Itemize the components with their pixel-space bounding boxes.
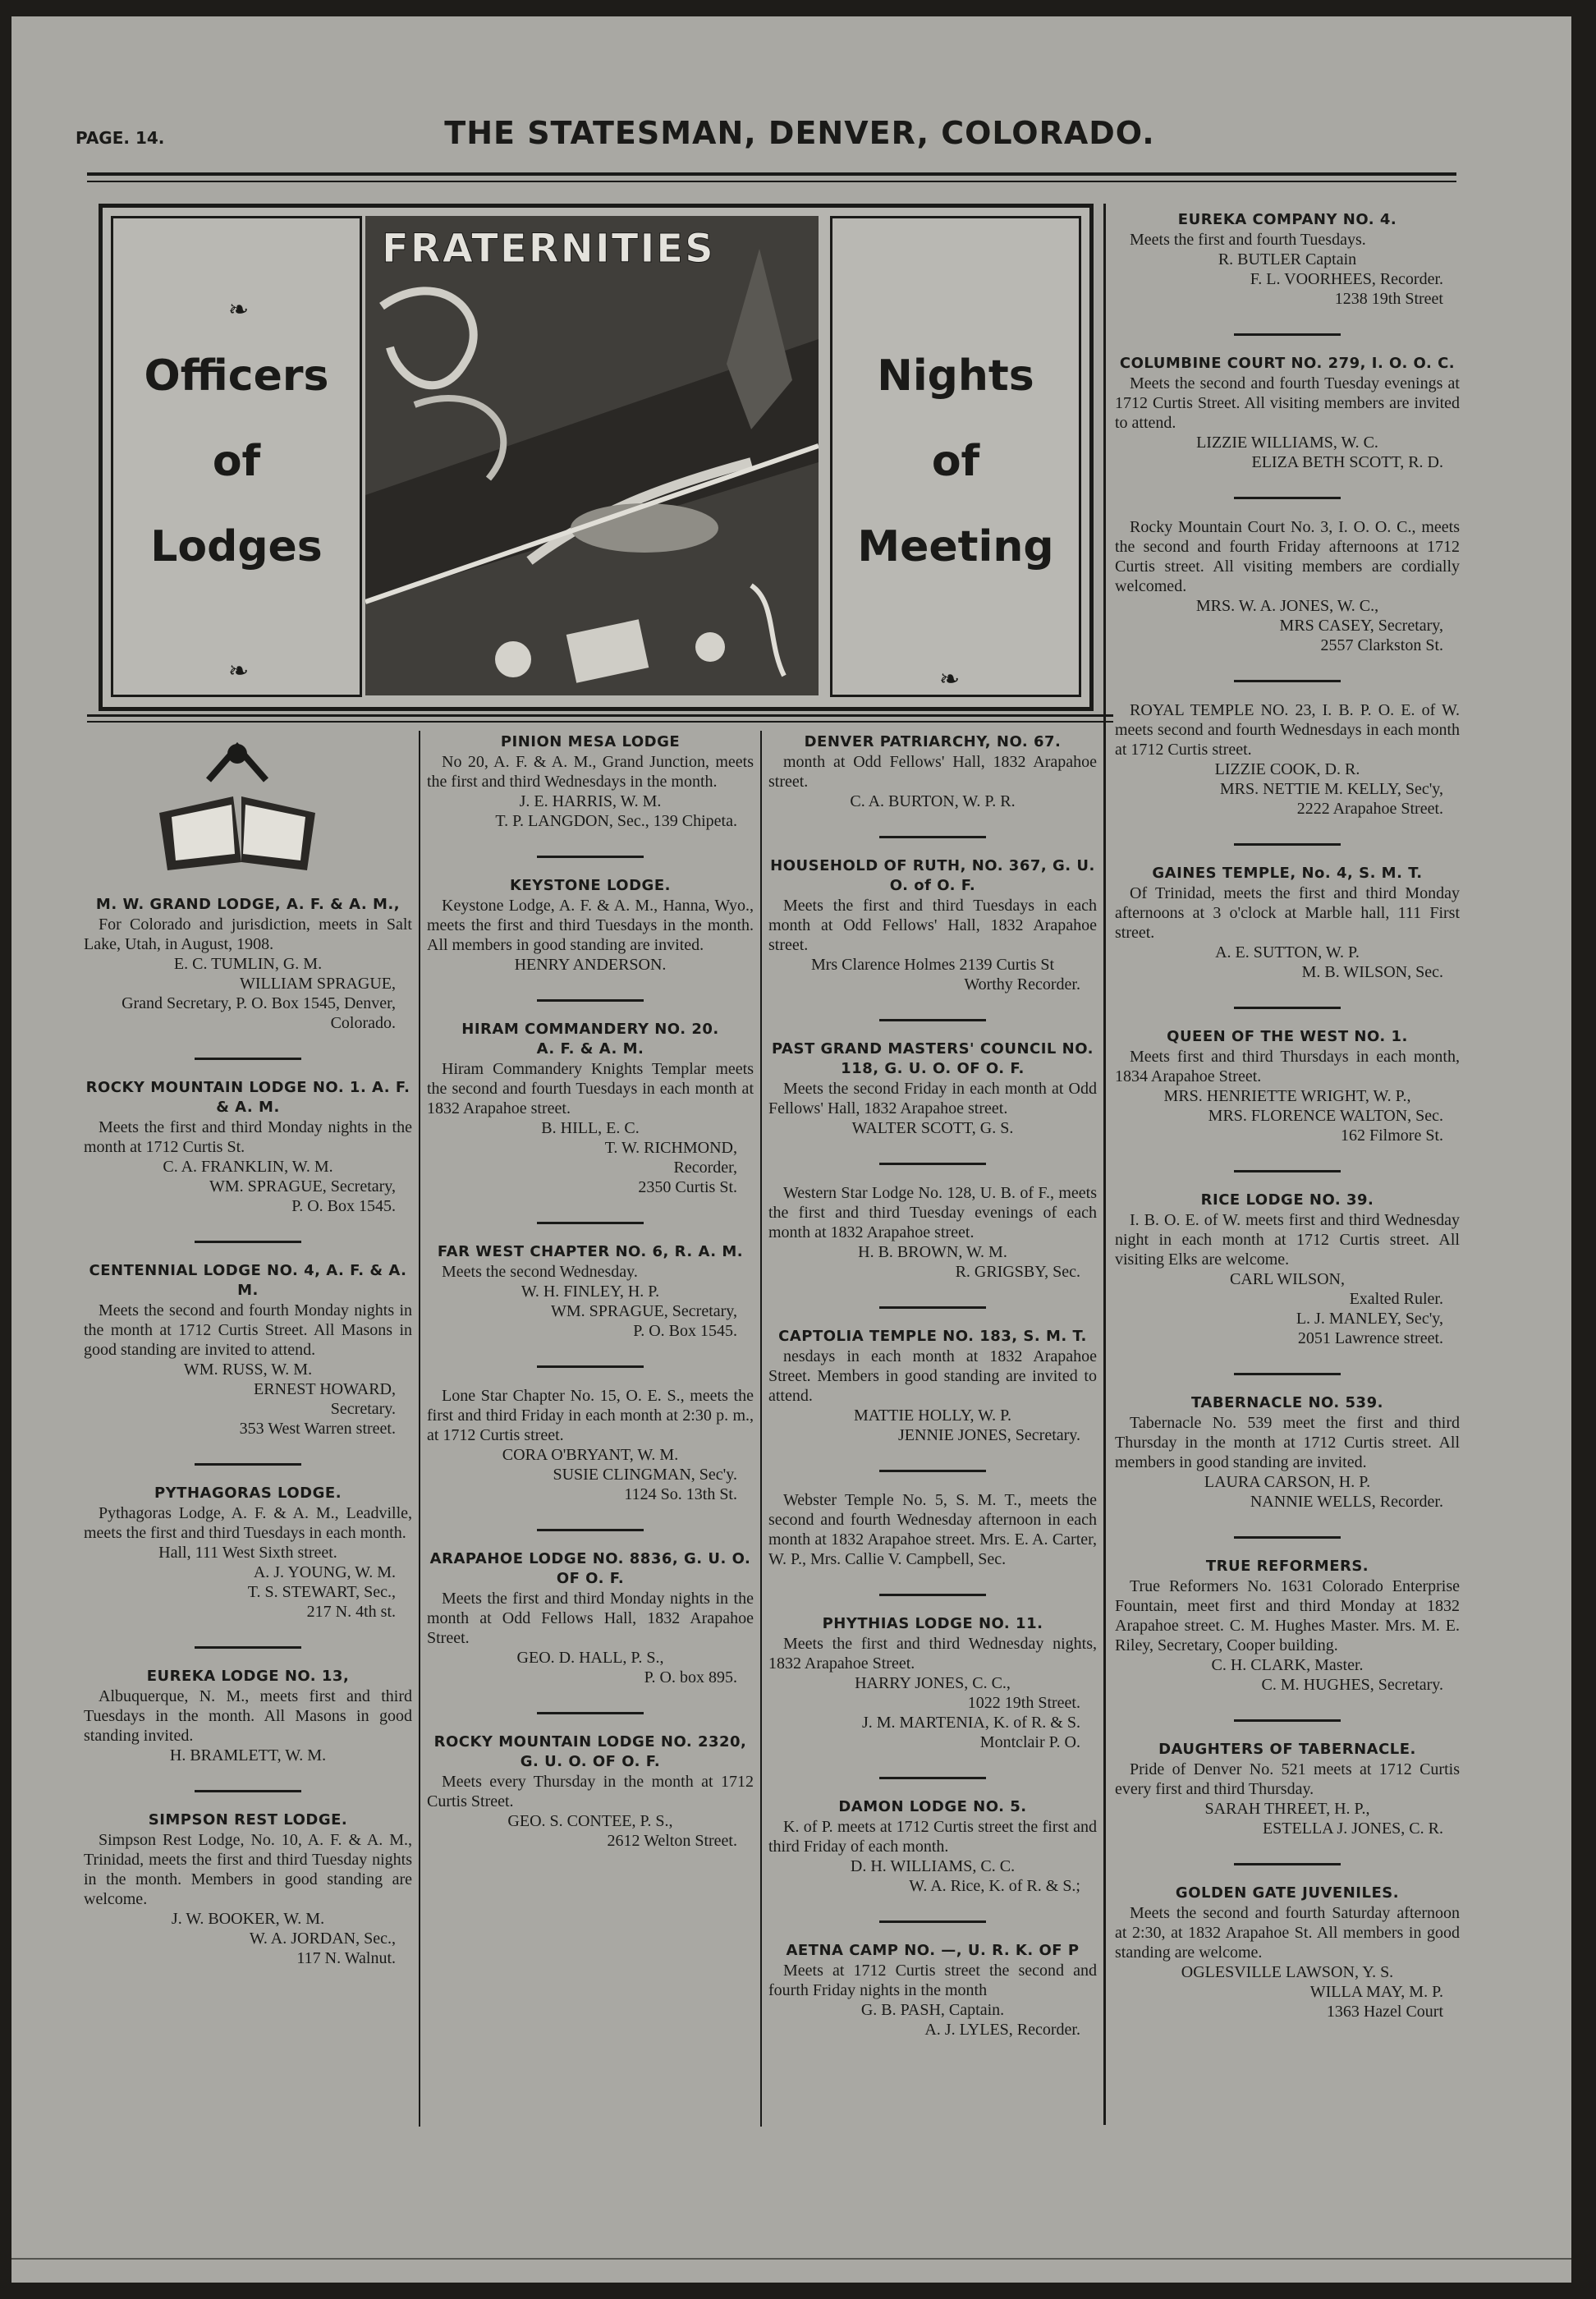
fleuron-icon: ❧ <box>228 657 250 686</box>
nights-panel <box>830 216 1081 697</box>
lodge-officer-line: OGLESVILLE LAWSON, Y. S. <box>1181 1963 1394 1981</box>
fraternities-banner <box>99 204 1094 711</box>
notice-separator <box>879 1777 986 1779</box>
lodge-notice <box>1115 700 1460 819</box>
lodge-officer-line: WM. SPRAGUE, Secretary, <box>550 1302 737 1320</box>
lodge-officer-line: J. M. MARTENIA, K. of R. & S. <box>861 1714 1080 1732</box>
notice-separator <box>537 856 644 858</box>
lodge-meeting-text: K. of P. meets at 1712 Curtis street the first and third Friday of each month. <box>768 1818 1097 1856</box>
fleuron-icon: ❧ <box>939 665 961 694</box>
lodge-meeting-text: Meets the second Friday in each month at Odd Fellows' Hall, 1832 Arapahoe street. <box>768 1080 1097 1117</box>
lodge-officer-line: LIZZIE COOK, D. R. <box>1214 760 1360 778</box>
lodge-notice <box>1115 1884 1460 2021</box>
lodge-meeting-text: Meets the first and third Monday nights in the month at 1712 Curtis St. <box>84 1118 412 1156</box>
lodge-notice <box>768 1941 1097 2040</box>
lodge-officer-line: MRS. FLORENCE WALTON, Sec. <box>1208 1107 1443 1125</box>
notice-separator <box>879 1470 986 1472</box>
lodge-officer-line: H. BRAMLETT, W. M. <box>169 1746 327 1764</box>
lodge-officer-line: R. GRIGSBY, Sec. <box>955 1263 1080 1281</box>
newspaper-page <box>11 16 1571 2283</box>
lodge-officer-line: G. B. PASH, Captain. <box>860 2001 1005 2019</box>
page-number: PAGE. 14. <box>76 128 165 148</box>
lodge-officer-line: P. O. box 895. <box>644 1668 737 1686</box>
lodge-officer-line: C. M. HUGHES, Secretary. <box>1261 1676 1443 1694</box>
lodge-heading: ROCKY MOUNTAIN LODGE NO. 2320, G. U. O. OF O. F. <box>433 1733 747 1770</box>
notice-separator <box>1234 843 1341 846</box>
lodge-officer-line: CORA O'BRYANT, W. M. <box>502 1446 679 1464</box>
lodge-meeting-text: Meets the first and third Monday nights in the month at Odd Fellows Hall, 1832 Arapahoe Street. <box>427 1590 754 1647</box>
lodge-officer-line: T. P. LANGDON, Sec., 139 Chipeta. <box>495 812 737 830</box>
lodge-notice <box>427 876 754 975</box>
officers-panel <box>111 216 362 697</box>
lodge-officer-line: 162 Filmore St. <box>1340 1127 1443 1145</box>
lodge-heading: PYTHAGORAS LODGE. <box>154 1484 342 1502</box>
lodge-officer-line: JENNIE JONES, Secretary. <box>898 1426 1080 1444</box>
notice-separator <box>537 999 644 1002</box>
lodge-officer-line: P. O. Box 1545. <box>291 1197 396 1215</box>
lodge-notice <box>84 1261 412 1439</box>
notice-separator <box>879 1019 986 1021</box>
lodge-notice <box>768 1490 1097 1569</box>
lodge-officer-line: W. A. JORDAN, Sec., <box>249 1930 396 1948</box>
banner-right-line: Meeting <box>857 522 1054 571</box>
lodge-meeting-text: Lone Star Chapter No. 15, O. E. S., meets the first and third Friday in each month at 2:30 p. m., at 1712 Curtis street. <box>427 1387 754 1444</box>
lodge-officer-line: SUSIE CLINGMAN, Sec'y. <box>553 1466 737 1484</box>
lodge-heading: EUREKA COMPANY NO. 4. <box>1177 211 1397 228</box>
notice-separator <box>1234 1863 1341 1865</box>
lodge-heading: GOLDEN GATE JUVENILES. <box>1175 1884 1400 1902</box>
lodge-notice <box>1115 864 1460 982</box>
fleuron-icon: ❧ <box>228 296 250 324</box>
lodge-meeting-text: For Colorado and jurisdiction, meets in Salt Lake, Utah, in August, 1908. <box>84 915 412 953</box>
lodge-heading: TRUE REFORMERS. <box>1205 1558 1369 1575</box>
lodge-officer-line: MRS. HENRIETTE WRIGHT, W. P., <box>1163 1087 1411 1105</box>
lodge-heading: HIRAM COMMANDERY NO. 20. <box>461 1021 719 1038</box>
lodge-officer-line: ESTELLA J. JONES, C. R. <box>1262 1819 1443 1838</box>
lodge-notice <box>768 856 1097 994</box>
lodge-heading: HOUSEHOLD OF RUTH, NO. 367, G. U. O. of O. F. <box>770 857 1095 894</box>
lodge-notice <box>768 1039 1097 1138</box>
notice-separator <box>1234 1007 1341 1009</box>
lodge-officer-line: C. H. CLARK, Master. <box>1211 1656 1364 1674</box>
lodge-notice <box>768 1183 1097 1282</box>
lodge-officer-line: SARAH THREET, H. P., <box>1204 1800 1370 1818</box>
lodge-heading: PHYTHIAS LODGE NO. 11. <box>822 1615 1043 1632</box>
column-divider <box>760 731 762 2127</box>
lodge-officer-line: 217 N. 4th st. <box>306 1603 396 1621</box>
lodge-officer-line: Hall, 111 West Sixth street. <box>158 1544 337 1562</box>
lodge-notice <box>1115 1740 1460 1838</box>
lodge-notice <box>84 1667 412 1765</box>
lodge-heading: DENVER PATRIARCHY, NO. 67. <box>804 733 1062 750</box>
lodge-meeting-text: Of Trinidad, meets the first and third Monday afternoons at 3 o'clock at Marble hall, 111 First street. <box>1115 884 1460 942</box>
lodge-notice <box>427 1020 754 1197</box>
notice-separator <box>1234 1170 1341 1172</box>
lodge-officer-line: T. W. RICHMOND, <box>604 1139 737 1157</box>
lodge-notice <box>768 732 1097 811</box>
lodge-notice <box>1115 517 1460 655</box>
lodge-officer-line: Montclair P. O. <box>979 1733 1080 1751</box>
fraternities-illustration <box>365 216 819 695</box>
lodge-notice <box>84 1810 412 1968</box>
lodge-heading: GAINES TEMPLE, No. 4, S. M. T. <box>1152 865 1423 882</box>
lodge-officer-line: A. J. YOUNG, W. M. <box>253 1563 396 1581</box>
banner-right-line: Nights <box>877 351 1034 401</box>
banner-left-line: Officers <box>144 351 329 401</box>
notice-separator <box>1234 333 1341 336</box>
notice-separator <box>195 1058 301 1060</box>
lodge-officer-line: 2612 Welton Street. <box>607 1832 737 1850</box>
lodge-officer-line: R. BUTLER Captain <box>1218 250 1357 268</box>
lodge-meeting-text: Rocky Mountain Court No. 3, I. O. O. C., meets the second and fourth Friday afternoons at 1712 Curtis street. All visiting members are cordially welcomed. <box>1115 518 1460 595</box>
lodge-meeting-text: Meets every Thursday in the month at 1712 Curtis Street. <box>427 1773 754 1810</box>
lodge-meeting-text: Webster Temple No. 5, S. M. T., meets the second and fourth Wednesday afternoon in each month at 1832 Arapahoe street. Mrs. E. A. Carter, W. P., Mrs. Callie V. Campbell, Sec. <box>768 1491 1097 1568</box>
lodge-officer-line: WILLIAM SPRAGUE, <box>240 975 396 993</box>
lodge-officer-line: Secretary. <box>330 1400 396 1418</box>
column-1 <box>84 895 412 1993</box>
banner-rule-thin <box>87 721 1113 723</box>
lodge-notice <box>427 732 754 831</box>
lodge-heading: DAMON LODGE NO. 5. <box>838 1798 1027 1815</box>
lodge-officer-line: F. L. VOORHEES, Recorder. <box>1250 270 1443 288</box>
lodge-officer-line: 1238 19th Street <box>1334 290 1443 308</box>
lodge-meeting-text: Pythagoras Lodge, A. F. & A. M., Leadville, meets the first and third Tuesdays in each month. <box>84 1504 412 1542</box>
lodge-officer-line: P. O. Box 1545. <box>633 1322 737 1340</box>
lodge-heading: COLUMBINE COURT NO. 279, I. O. O. C. <box>1119 355 1456 372</box>
lodge-officer-line: 1124 So. 13th St. <box>624 1485 737 1503</box>
notice-separator <box>195 1790 301 1792</box>
lodge-heading: CENTENNIAL LODGE NO. 4, A. F. & A. M. <box>89 1262 407 1299</box>
lodge-notice <box>427 1242 754 1341</box>
lodge-meeting-text: Meets the second and fourth Monday nights in the month at 1712 Curtis Street. All Masons in good standing are invited to attend. <box>84 1301 412 1359</box>
lodge-notice <box>84 895 412 1033</box>
lodge-heading: KEYSTONE LODGE. <box>510 877 671 894</box>
notice-separator <box>879 1594 986 1596</box>
lodge-officer-line: 2051 Lawrence street. <box>1297 1329 1443 1347</box>
lodge-officer-line: CARL WILSON, <box>1230 1270 1345 1288</box>
lodge-officer-line: GEO. D. HALL, P. S., <box>516 1649 664 1667</box>
lodge-officer-line: MATTIE HOLLY, W. P. <box>853 1406 1012 1425</box>
lodge-meeting-text: Albuquerque, N. M., meets first and third Tuesdays in the month. All Masons in good standing invited. <box>84 1687 412 1745</box>
lodge-officer-line: M. B. WILSON, Sec. <box>1301 963 1443 981</box>
lodge-meeting-text: Western Star Lodge No. 128, U. B. of F., meets the first and third Tuesday evenings of each month at 1832 Arapahoe street. <box>768 1184 1097 1241</box>
lodge-notice <box>768 1797 1097 1896</box>
lodge-officer-line: HENRY ANDERSON. <box>514 956 667 974</box>
lodge-notice <box>768 1327 1097 1445</box>
lodge-officer-line: W. H. FINLEY, H. P. <box>521 1283 660 1301</box>
lodge-heading: CAPTOLIA TEMPLE NO. 183, S. M. T. <box>778 1328 1087 1345</box>
column-3 <box>768 732 1097 2064</box>
lodge-heading: AETNA CAMP NO. —, U. R. K. OF P <box>786 1942 1080 1959</box>
notice-separator <box>1234 680 1341 682</box>
lodge-meeting-text: Meets at 1712 Curtis street the second and fourth Friday nights in the month <box>768 1962 1097 1999</box>
lodge-meeting-text: month at Odd Fellows' Hall, 1832 Arapahoe street. <box>768 753 1097 791</box>
notice-separator <box>1234 1373 1341 1375</box>
lodge-notice <box>1115 1027 1460 1145</box>
lodge-officer-line: WILLA MAY, M. P. <box>1309 1983 1443 2001</box>
lodge-officer-line: LIZZIE WILLIAMS, W. C. <box>1196 434 1378 452</box>
lodge-officer-line: T. S. STEWART, Sec., <box>247 1583 396 1601</box>
notice-separator <box>879 1163 986 1165</box>
lodge-notice <box>1115 1557 1460 1695</box>
lodge-officer-line: D. H. WILLIAMS, C. C. <box>850 1857 1016 1875</box>
lodge-heading: RICE LODGE NO. 39. <box>1200 1191 1374 1209</box>
lodge-meeting-text: Simpson Rest Lodge, No. 10, A. F. & A. M., Trinidad, meets the first and third Tuesday nights in the month. Members in good standing are welcome. <box>84 1831 412 1908</box>
lodge-officer-line: W. A. Rice, K. of R. & S.; <box>909 1877 1080 1895</box>
lodge-officer-line: Grand Secretary, P. O. Box 1545, Denver, Colorado. <box>122 994 396 1032</box>
lodge-officer-line: 117 N. Walnut. <box>296 1949 396 1967</box>
lodge-meeting-text: Meets the first and third Tuesdays in each month at Odd Fellows' Hall, 1832 Arapahoe street. <box>768 897 1097 954</box>
lodge-heading: SIMPSON REST LODGE. <box>148 1811 348 1829</box>
lodge-officer-line: 353 West Warren street. <box>239 1420 396 1438</box>
lodge-meeting-text: Tabernacle No. 539 meet the first and third Thursday in the month at 1712 Curtis street. All members in good standing are invited. <box>1115 1414 1460 1471</box>
lodge-subheading: A. F. & A. M. <box>536 1040 644 1058</box>
lodge-officer-line: A. E. SUTTON, W. P. <box>1215 943 1360 961</box>
notice-separator <box>537 1365 644 1368</box>
lodge-officer-line: ELIZA BETH SCOTT, R. D. <box>1251 453 1443 471</box>
lodge-meeting-text: I. B. O. E. of W. meets first and third Wednesday night in each month at 1712 Curtis street. All visiting Elks are welcome. <box>1115 1211 1460 1269</box>
lodge-notice <box>768 1614 1097 1752</box>
lodge-notice <box>84 1078 412 1216</box>
lodge-officer-line: 2350 Curtis St. <box>638 1178 737 1196</box>
illustration-art <box>365 216 819 695</box>
lodge-officer-line: NANNIE WELLS, Recorder. <box>1250 1493 1443 1511</box>
masthead-rule-thin <box>87 181 1456 182</box>
masthead-rule <box>87 172 1456 176</box>
lodge-officer-line: H. B. BROWN, W. M. <box>858 1243 1007 1261</box>
lodge-officer-line: LAURA CARSON, H. P. <box>1204 1473 1371 1491</box>
lodge-officer-line: MRS. NETTIE M. KELLY, Sec'y, <box>1219 780 1443 798</box>
banner-right-line: of <box>931 437 980 486</box>
lodge-heading: DAUGHTERS OF TABERNACLE. <box>1158 1741 1416 1758</box>
notice-separator <box>879 1306 986 1309</box>
column-4 <box>1115 210 1460 2046</box>
column-divider <box>1103 204 1106 2125</box>
lodge-meeting-text: No 20, A. F. & A. M., Grand Junction, meets the first and third Wednesdays in the month. <box>427 753 754 791</box>
lodge-officer-line: ERNEST HOWARD, <box>254 1380 396 1398</box>
notice-separator <box>537 1529 644 1531</box>
lodge-officer-line: J. E. HARRIS, W. M. <box>519 792 662 810</box>
lodge-officer-line: WM. RUSS, W. M. <box>183 1361 313 1379</box>
lodge-officer-line: HARRY JONES, C. C., <box>855 1674 1011 1692</box>
masthead-title: THE STATESMAN, DENVER, COLORADO. <box>444 115 1155 151</box>
bottom-edge <box>11 2258 1571 2260</box>
lodge-meeting-text: Meets the first and third Wednesday nights, 1832 Arapahoe Street. <box>768 1635 1097 1673</box>
lodge-officer-line: A. J. LYLES, Recorder. <box>924 2021 1080 2039</box>
notice-separator <box>195 1646 301 1649</box>
lodge-meeting-text: Pride of Denver No. 521 meets at 1712 Curtis every first and third Thursday. <box>1115 1760 1460 1798</box>
lodge-notice <box>84 1484 412 1622</box>
lodge-heading: QUEEN OF THE WEST NO. 1. <box>1167 1028 1408 1045</box>
lodge-notice <box>1115 1393 1460 1512</box>
lodge-officer-line: C. A. BURTON, W. P. R. <box>850 792 1016 810</box>
lodge-meeting-text: Keystone Lodge, A. F. & A. M., Hanna, Wyo., meets the first and third Tuesdays in the month. All members in good standing are invited. <box>427 897 754 954</box>
lodge-officer-line: GEO. S. CONTEE, P. S., <box>507 1812 673 1830</box>
lodge-heading: PINION MESA LODGE <box>500 733 681 750</box>
lodge-meeting-text: nesdays in each month at 1832 Arapahoe Street. Members in good standing are invited to attend. <box>768 1347 1097 1405</box>
lodge-heading: M. W. GRAND LODGE, A. F. & A. M., <box>95 896 401 913</box>
lodge-meeting-text: Meets the second and fourth Tuesday evenings at 1712 Curtis Street. All visiting members are invited to attend. <box>1115 374 1460 432</box>
lodge-officer-line: Worthy Recorder. <box>964 975 1080 993</box>
lodge-heading: TABERNACLE NO. 539. <box>1191 1394 1383 1411</box>
notice-separator <box>1234 1719 1341 1722</box>
lodge-heading: ROCKY MOUNTAIN LODGE NO. 1. A. F. & A. M. <box>85 1079 410 1116</box>
lodge-officer-line: 2222 Arapahoe Street. <box>1296 800 1443 818</box>
lodge-officer-line: 1363 Hazel Court <box>1326 2003 1443 2021</box>
banner-left-line: Lodges <box>150 522 323 571</box>
lodge-notice <box>1115 210 1460 309</box>
lodge-notice <box>427 1549 754 1687</box>
lodge-notice <box>427 1732 754 1851</box>
lodge-notice <box>1115 354 1460 472</box>
lodge-officer-line: Mrs Clarence Holmes 2139 Curtis St <box>810 956 1055 974</box>
notice-separator <box>195 1241 301 1243</box>
lodge-notice <box>1115 1191 1460 1348</box>
lodge-heading: ARAPAHOE LODGE NO. 8836, G. U. O. OF O. F. <box>429 1550 751 1587</box>
lodge-meeting-text: Meets the second and fourth Saturday afternoon at 2:30, at 1832 Arapahoe St. All members in good standing are welcome. <box>1115 1904 1460 1962</box>
lodge-officer-line: 1022 19th Street. <box>967 1694 1080 1712</box>
lodge-meeting-text: True Reformers No. 1631 Colorado Enterprise Fountain, meet first and third Monday at 1832 Arapahoe street. C. M. Hughes Master. Mrs. M. E. Riley, Secretary, Cooper building. <box>1115 1577 1460 1654</box>
lodge-meeting-text: Meets the second Wednesday. <box>442 1263 638 1281</box>
lodge-officer-line: C. A. FRANKLIN, W. M. <box>163 1158 333 1176</box>
lodge-officer-line: WM. SPRAGUE, Secretary, <box>209 1177 396 1195</box>
banner-left-line: of <box>212 437 261 486</box>
lodge-officer-line: MRS CASEY, Secretary, <box>1279 617 1443 635</box>
lodge-officer-line: J. W. BOOKER, W. M. <box>171 1910 325 1928</box>
lodge-heading: FAR WEST CHAPTER NO. 6, R. A. M. <box>437 1243 744 1260</box>
lodge-officer-line: MRS. W. A. JONES, W. C., <box>1195 597 1379 615</box>
open-book-emblem-icon <box>143 731 340 879</box>
lodge-heading: PAST GRAND MASTERS' COUNCIL NO. 118, G. U. O. OF O. F. <box>772 1040 1094 1077</box>
notice-separator <box>879 836 986 838</box>
notice-separator <box>1234 497 1341 499</box>
banner-center-title: FRATERNITIES <box>382 226 715 272</box>
lodge-officer-line: Recorder, <box>673 1159 737 1177</box>
lodge-officer-line: 2557 Clarkston St. <box>1320 636 1443 654</box>
notice-separator <box>537 1222 644 1224</box>
lodge-notice <box>427 1386 754 1504</box>
lodge-meeting-text: ROYAL TEMPLE NO. 23, I. B. P. O. E. of W. meets second and fourth Wednesdays in each month at 1712 Curtis street. <box>1115 701 1460 759</box>
lodge-heading: EUREKA LODGE NO. 13, <box>146 1668 350 1685</box>
lodge-officer-line: B. HILL, E. C. <box>541 1119 640 1137</box>
lodge-officer-line: Exalted Ruler. <box>1349 1290 1443 1308</box>
lodge-officer-line: E. C. TUMLIN, G. M. <box>173 955 323 973</box>
column-2 <box>427 732 754 1875</box>
lodge-meeting-text: Meets the first and fourth Tuesdays. <box>1130 231 1366 249</box>
notice-separator <box>879 1920 986 1923</box>
banner-rule <box>87 714 1113 717</box>
lodge-meeting-text: Meets first and third Thursdays in each month, 1834 Arapahoe Street. <box>1115 1048 1460 1085</box>
lodge-meeting-text: Hiram Commandery Knights Templar meets the second and fourth Tuesdays in each month at 1832 Arapahoe street. <box>427 1060 754 1117</box>
lodge-officer-line: L. J. MANLEY, Sec'y, <box>1296 1310 1443 1328</box>
notice-separator <box>1234 1536 1341 1539</box>
lodge-officer-line: WALTER SCOTT, G. S. <box>851 1119 1014 1137</box>
notice-separator <box>537 1712 644 1714</box>
notice-separator <box>195 1463 301 1466</box>
column-divider <box>419 731 420 2127</box>
